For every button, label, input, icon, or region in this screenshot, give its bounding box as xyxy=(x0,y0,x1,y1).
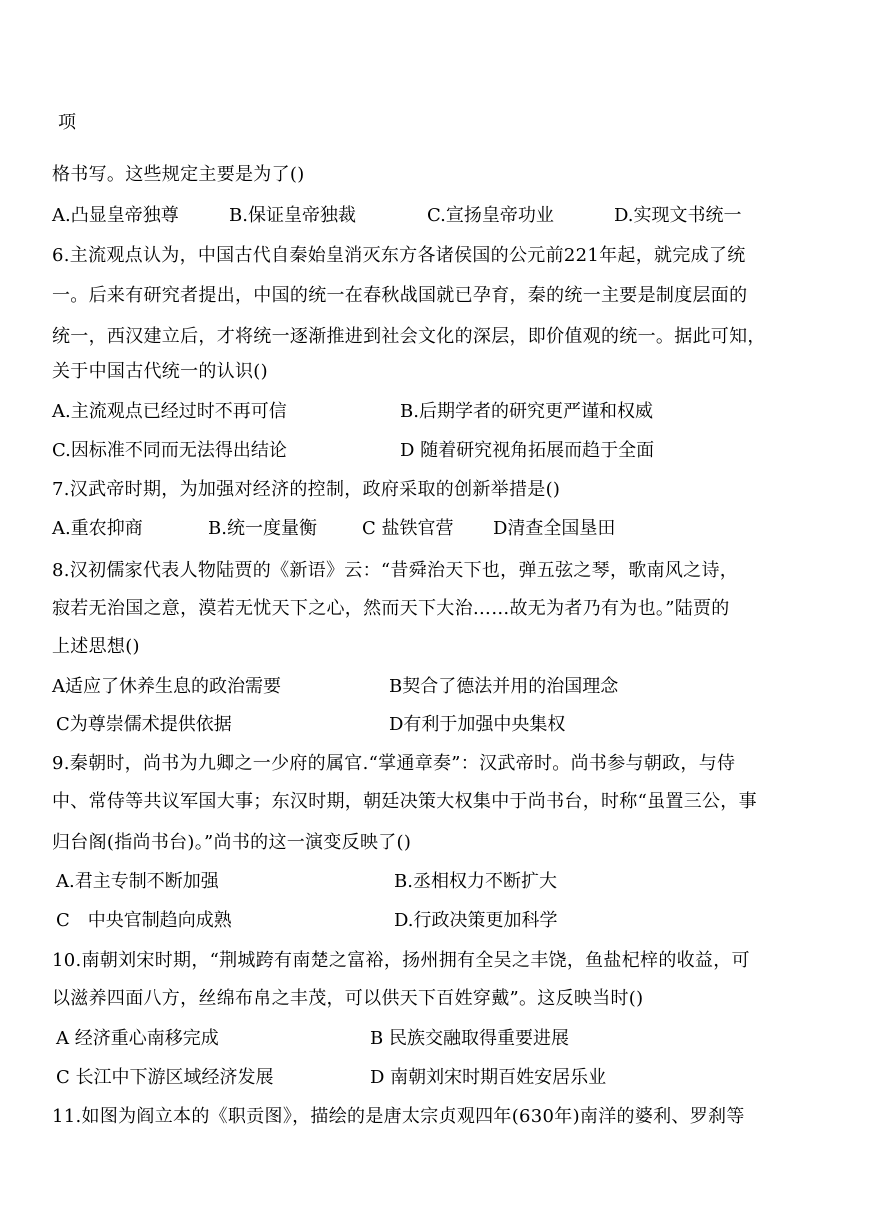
q5-option-c: C.宣扬皇帝功业 xyxy=(427,205,554,226)
q5-option-b: B.保证皇帝独裁 xyxy=(229,205,356,226)
header-fragment: 项 xyxy=(58,112,77,133)
q8-option-b: B契合了德法并用的治国理念 xyxy=(389,676,619,697)
q10-stem-line: 以滋养四面八方，丝绵布帛之丰茂，可以供天下百姓穿戴”。这反映当时() xyxy=(52,988,644,1009)
q6-option-b: B.后期学者的研究更严谨和权威 xyxy=(400,401,653,422)
q8-option-c: C为尊崇儒术提供依据 xyxy=(56,714,232,735)
q5-option-a: A.凸显皇帝独尊 xyxy=(52,205,179,226)
q8-stem-line: 8.汉初儒家代表人物陆贾的《新语》云：“昔舜治天下也，弹五弦之琴，歌南风之诗， xyxy=(52,560,739,581)
q7-option-d: D清查全国垦田 xyxy=(493,518,616,539)
q7-option-a: A.重农抑商 xyxy=(52,518,143,539)
q9-stem-line: 9.秦朝时，尚书为九卿之一少府的属官.“掌通章奏”：汉武帝时。尚书参与朝政，与侍 xyxy=(52,753,736,774)
q6-stem-line: 关于中国古代统一的认识() xyxy=(52,361,268,382)
q5-option-d: D.实现文书统一 xyxy=(614,205,742,226)
q9-option-b: B.丞相权力不断扩大 xyxy=(394,871,557,892)
q7-option-c: C 盐铁官营 xyxy=(362,518,454,539)
q6-stem-line: 一。后来有研究者提出，中国的统一在春秋战国就已孕育，秦的统一主要是制度层面的 xyxy=(52,285,748,306)
q6-option-c: C.因标准不同而无法得出结论 xyxy=(52,440,287,461)
q6-option-d: D 随着研究视角拓展而趋于全面 xyxy=(400,440,655,461)
q9-option-c: C 中央官制趋向成熟 xyxy=(56,910,232,931)
q8-stem-line: 上述思想() xyxy=(52,636,140,657)
q6-stem-line: 6.主流观点认为，中国古代自秦始皇消灭东方各诸侯国的公元前221年起，就完成了统 xyxy=(52,245,746,266)
q10-option-b: B 民族交融取得重要进展 xyxy=(370,1028,569,1049)
q10-stem-line: 10.南朝刘宋时期，“荆城跨有南楚之富裕，扬州拥有全吴之丰饶，鱼盐杞梓的收益，可 xyxy=(52,950,750,971)
q10-option-c: C 长江中下游区域经济发展 xyxy=(56,1067,274,1088)
q8-stem-line: 寂若无治国之意，漠若无忧天下之心，然而天下大治……故无为者乃有为也。”陆贾的 xyxy=(52,598,730,619)
q5-stem-line: 格书写。这些规定主要是为了() xyxy=(52,164,305,185)
q9-stem-line: 归台阁(指尚书台)。”尚书的这一演变反映了() xyxy=(52,832,412,853)
q8-option-a: A适应了休养生息的政治需要 xyxy=(52,676,281,697)
q9-option-a: A.君主专制不断加强 xyxy=(56,871,219,892)
q9-option-d: D.行政决策更加科学 xyxy=(394,910,558,931)
q10-option-d: D 南朝刘宋时期百姓安居乐业 xyxy=(370,1067,607,1088)
q8-option-d: D有利于加强中央集权 xyxy=(389,714,566,735)
q10-option-a: A 经济重心南移完成 xyxy=(56,1028,219,1049)
q9-stem-line: 中、常侍等共议军国大事；东汉时期，朝廷决策大权集中于尚书台，时称“虽置三公，事 xyxy=(52,791,757,812)
q7-stem-line: 7.汉武帝时期，为加强对经济的控制，政府采取的创新举措是() xyxy=(52,479,561,500)
q7-option-b: B.统一度量衡 xyxy=(208,518,317,539)
q11-stem-line: 11.如图为阎立本的《职贡图》，描绘的是唐太宗贞观四年(630年)南洋的婆利、罗刹等 xyxy=(52,1106,745,1127)
q6-option-a: A.主流观点已经过时不再可信 xyxy=(52,401,287,422)
q6-stem-line: 统一，西汉建立后，才将统一逐渐推进到社会文化的深层，即价值观的统一。据此可知， xyxy=(52,326,766,347)
